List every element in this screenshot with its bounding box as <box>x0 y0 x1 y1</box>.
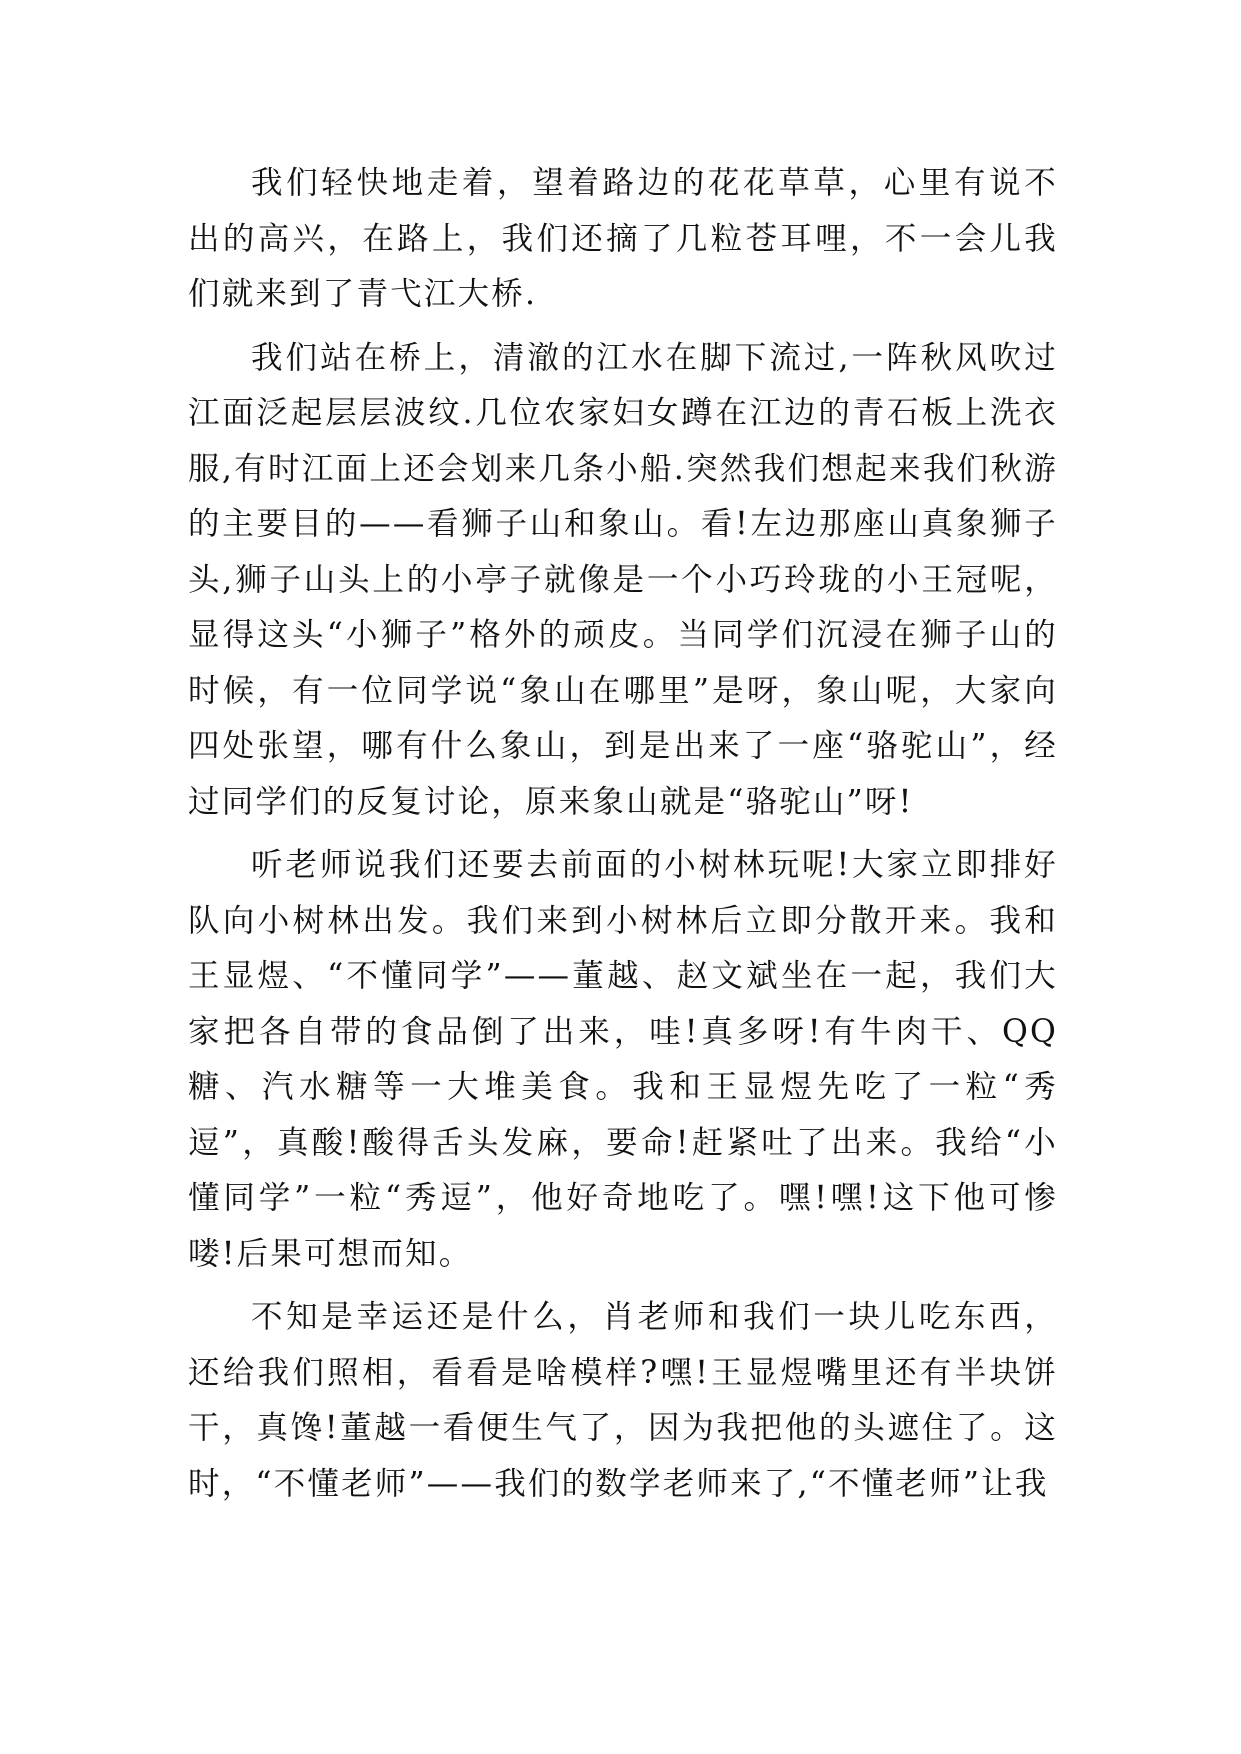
paragraph-grove-snacks: 听老师说我们还要去前面的小树林玩呢!大家立即排好队向小树林出发。我们来到小树林后立即分散开来。我和王显煜、“不懂同学”——董越、赵文斌坐在一起，我们大家把各自带的食品倒了出来，哇!真多呀!有牛肉干、QQ糖、汽水糖等一大堆美食。我和王显煜先吃了一粒“秀逗”，真酸!酸得舌头发麻，要命!赶紧吐了出来。我给“小懂同学”一粒“秀逗”，他好奇地吃了。嘿!嘿!这下他可惨喽!后果可想而知。 <box>188 847 1058 1272</box>
paragraph-walk-to-bridge: 我们轻快地走着，望着路边的花花草草，心里有说不出的高兴，在路上，我们还摘了几粒苍耳哩，不一会儿我们就来到了青弋江大桥. <box>188 165 1058 312</box>
paragraph-teacher-photos: 不知是幸运还是什么，肖老师和我们一块儿吃东西，还给我们照相，看看是啥模样?嘿!王显煜嘴里还有半块饼干，真馋!董越一看便生气了，因为我把他的头遮住了。这时，“不懂老师”——我们的数学老师来了,“不懂老师”让我 <box>188 1299 1058 1502</box>
paragraph-on-the-bridge: 我们站在桥上，清澈的江水在脚下流过,一阵秋风吹过江面泛起层层波纹.几位农家妇女蹲在江边的青石板上洗衣服,有时江面上还会划来几条小船.突然我们想起来我们秋游的主要目的——看狮子山和象山。看!左边那座山真象狮子头,狮子山头上的小亭子就像是一个小巧玲珑的小王冠呢，显得这头“小狮子”格外的顽皮。当同学们沉浸在狮子山的时候，有一位同学说“象山在哪里”是呀，象山呢，大家向四处张望，哪有什么象山，到是出来了一座“骆驼山”，经过同学们的反复讨论，原来象山就是“骆驼山”呀! <box>188 339 1058 820</box>
article-body <box>188 156 1058 1520</box>
